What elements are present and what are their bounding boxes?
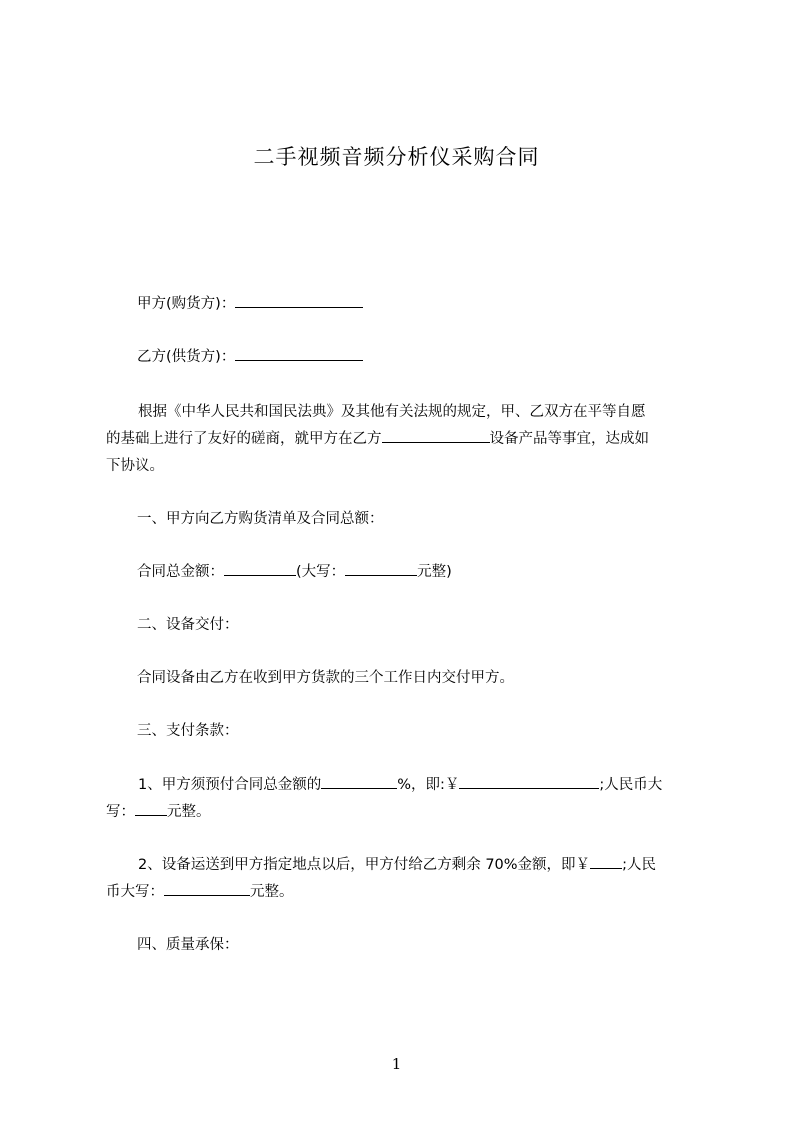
payment-1-line-2-text-b: 元整。	[167, 804, 211, 820]
intro-line-1: 根据《中华人民共和国民法典》及其他有关法规的规定，甲、乙双方在平等自愿	[138, 404, 646, 420]
total-capital-suffix: 元整)	[417, 564, 452, 580]
payment-1-line-2	[106, 800, 211, 821]
prepay-capital-blank	[135, 801, 167, 816]
party-b-label: 乙方(供货方)：	[137, 349, 236, 365]
party-a-line	[137, 292, 363, 313]
intro-line-2-text-a: 的基础上进行了友好的磋商，就甲方在乙方	[106, 431, 382, 447]
total-amount-line	[137, 560, 452, 581]
intro-line-3: 下协议。	[106, 458, 164, 474]
payment-2-text-a: 2、设备运送到甲方指定地点以后，甲方付给乙方剩余 70%金额，即￥	[138, 857, 591, 873]
payment-1-text-c: ;人民币大	[599, 777, 663, 793]
payment-1-text-a: 1、甲方须预付合同总金额的	[138, 777, 322, 793]
party-a-blank	[235, 293, 363, 308]
balance-amount-blank	[590, 854, 622, 869]
intro-line-2	[106, 427, 649, 448]
party-b-blank	[235, 346, 363, 361]
payment-2-line-2-text-b: 元整。	[250, 884, 294, 900]
page-number: 1	[391, 1055, 402, 1073]
prepay-percent-blank	[321, 774, 397, 789]
payment-2-text-b: ;人民	[622, 857, 656, 873]
payment-1-line-2-text-a: 写：	[106, 804, 135, 820]
page-title: 二手视频音频分析仪采购合同	[253, 145, 540, 169]
section-3-heading: 三、支付条款：	[137, 723, 239, 739]
payment-2-line-2-text-a: 币大写：	[106, 884, 164, 900]
payment-1-line-1	[138, 773, 662, 794]
payment-2-line-2	[106, 880, 294, 901]
section-4-heading: 四、质量承保：	[137, 937, 239, 953]
party-a-label: 甲方(购货方)：	[137, 296, 236, 312]
prepay-amount-blank	[459, 774, 599, 789]
balance-capital-blank	[164, 881, 250, 896]
payment-1-text-b: %，即:￥	[397, 777, 460, 793]
product-blank	[382, 428, 490, 443]
total-capital-prefix: (大写：	[296, 564, 346, 580]
total-label: 合同总金额：	[137, 564, 224, 580]
total-capital-blank	[345, 561, 417, 576]
intro-line-2-text-b: 设备产品等事宜，达成如	[489, 431, 649, 447]
payment-2-line-1	[138, 853, 656, 874]
party-b-line	[137, 345, 363, 366]
total-amount-blank	[224, 561, 296, 576]
delivery-text: 合同设备由乙方在收到甲方货款的三个工作日内交付甲方。	[137, 670, 514, 686]
section-1-heading: 一、甲方向乙方购货清单及合同总额：	[137, 511, 384, 527]
section-2-heading: 二、设备交付：	[137, 617, 239, 633]
